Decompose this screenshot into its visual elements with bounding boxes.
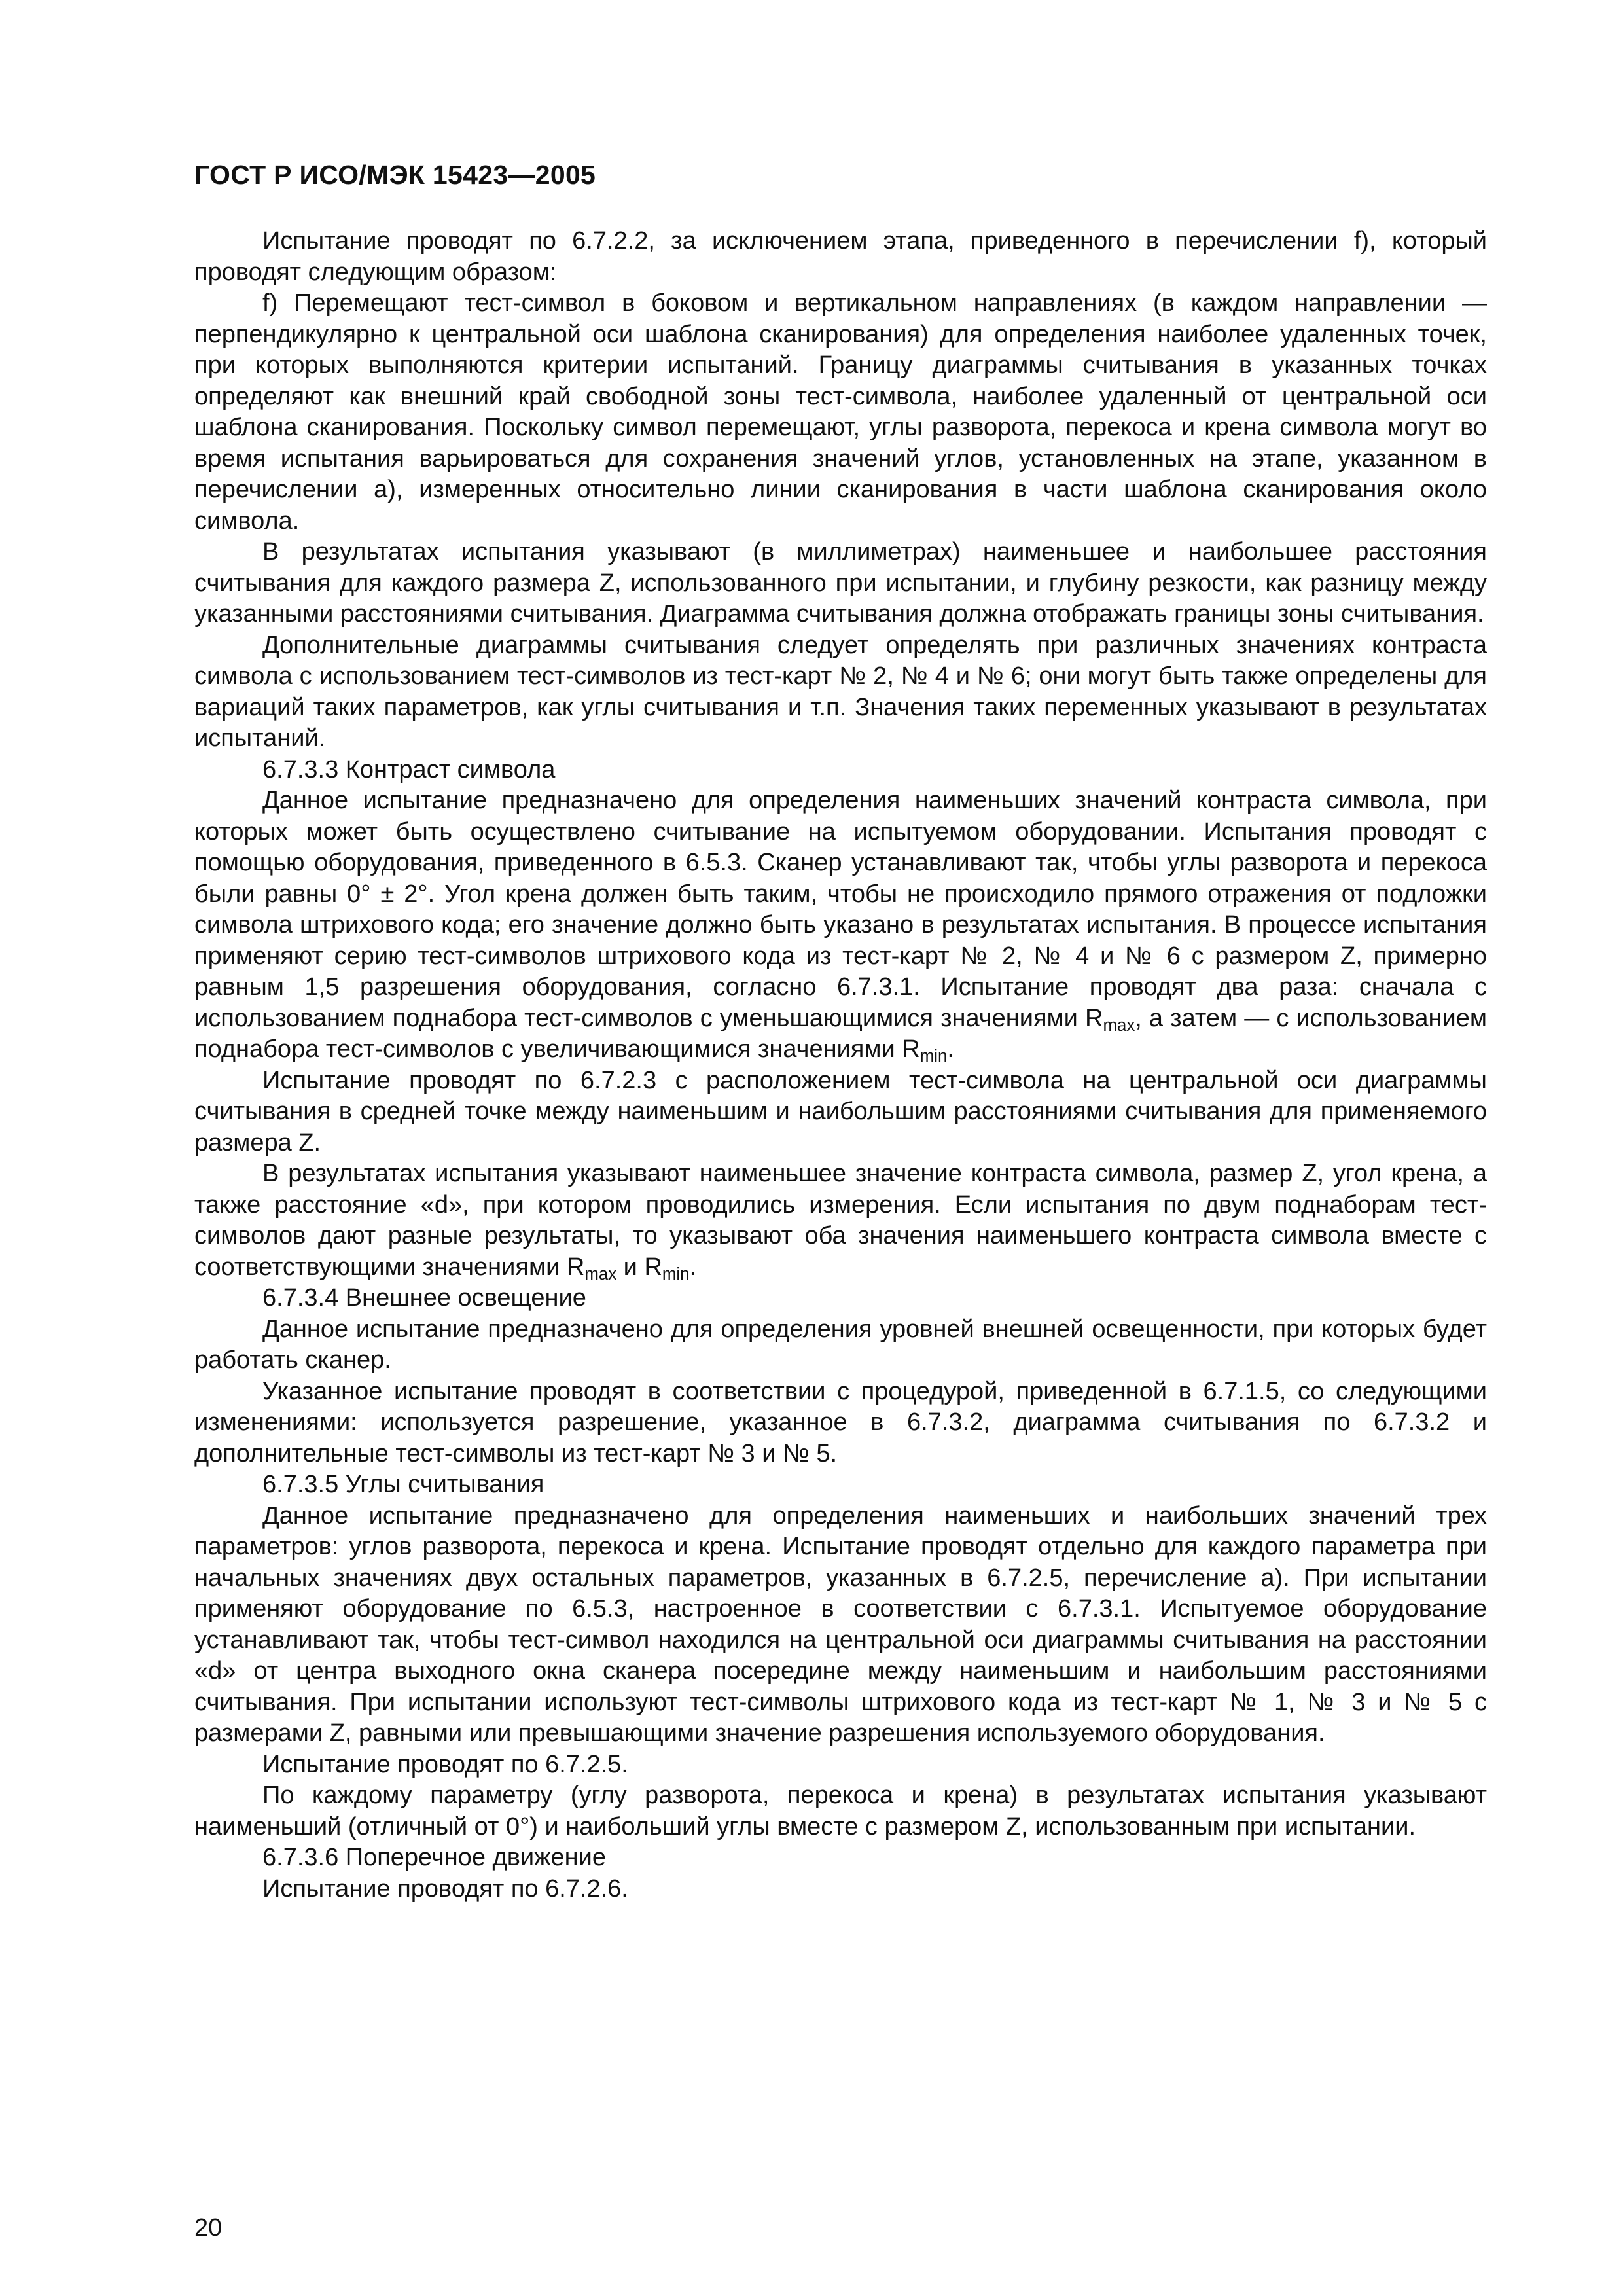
paragraph — [194, 1158, 1487, 1283]
section-heading: 6.7.3.6 Поперечное движение — [262, 1844, 607, 1871]
section-heading: 6.7.3.3 Контраст символа — [262, 755, 556, 783]
paragraph: Данное испытание предназначено для определения уровней внешней освещенности, при которых будет работать сканер. — [194, 1315, 1487, 1374]
paragraph: Испытание проводят по 6.7.2.6. — [262, 1874, 628, 1903]
section-heading: 6.7.3.5 Углы считывания — [262, 1471, 544, 1498]
paragraph-text: Данное испытание предназначено для определения наименьших значений контраста символа, при которых может быть осуществлено считывание на испытуемом оборудовании. Испытания проводят с помощью оборудования, приведенного в 6.5.3. Сканер устанавливают так, чтобы углы разворота и перекоса были равны 0° ± 2°. Угол крена должен быть таким, чтобы не происходило прямого отражения от подложки символа штрихового кода; его значение должно быть указано в результатах испытания. В процессе испытания применяют серию тест-символов штрихового кода из тест-карт № 2, № 4 и № 6 с размером Z, примерно равным 1,5 разрешения оборудования, согласно 6.7.3.1. Испытание проводят два раза: сначала с использованием поднабора тест-символов с уменьшающимися значениями R — [194, 787, 1487, 1032]
paragraph: Указанное испытание проводят в соответствии с процедурой, приведенной в 6.7.1.5, со следующими изменениями: используется разрешение, указанное в 6.7.3.2, диаграмма считывания по 6.7.3.2 и дополнительные тест-символы из тест-карт № 3 и № 5. — [194, 1377, 1487, 1467]
paragraph-text: . — [947, 1035, 954, 1063]
paragraph: Испытание проводят по 6.7.2.2, за исключением этапа, приведенного в перечислении f), который проводят следующим образом: — [194, 227, 1487, 286]
paragraph — [194, 785, 1487, 1066]
page-number: 20 — [194, 2214, 223, 2242]
paragraph-text: . — [689, 1253, 697, 1281]
subscript: min — [662, 1265, 690, 1283]
paragraph: Испытание проводят по 6.7.2.5. — [262, 1750, 628, 1778]
section-heading: 6.7.3.4 Внешнее освещение — [262, 1284, 586, 1312]
document-header: ГОСТ Р ИСО/МЭК 15423—2005 — [194, 160, 596, 190]
paragraph-text: В результатах испытания указывают наименьшее значение контраста символа, размер Z, угол крена, а также расстояние «d», при котором проводились измерения. Если испытания по двум поднаборам тест-символов дают разные результаты, то указывают оба значения наименьшего контраста символа вместе с соответствующими значениями R — [194, 1160, 1487, 1281]
document-body — [194, 226, 1487, 1905]
subscript: min — [919, 1047, 948, 1066]
paragraph: Данное испытание предназначено для определения наименьших и наибольших значений трех параметров: углов разворота, перекоса и крена. Испытание проводят отдельно для каждого параметра при начальных значениях двух остальных параметров, указанных в 6.7.2.5, перечисление а). При испытании применяют оборудование по 6.5.3, настроенное в соответствии с 6.7.3.1. Испытуемое оборудование устанавливают так, чтобы тест-символ находился на центральной оси диаграммы считывания на расстоянии «d» от центра выходного окна сканера посередине между наименьшим и наибольшим расстояниями считывания. При испытании используют тест-символы штрихового кода из тест-карт № 1, № 3 и № 5 с размерами Z, равными или превышающими значение разрешения используемого оборудования. — [194, 1501, 1487, 1747]
paragraph: Испытание проводят по 6.7.2.3 с расположением тест-символа на центральной оси диаграммы считывания в средней точке между наименьшим и наибольшим расстояниями считывания для применяемого размера Z. — [194, 1066, 1487, 1157]
paragraph: f) Перемещают тест-символ в боковом и вертикальном направлениях (в каждом направлении — перпендикулярно к центральной оси шаблона сканирования) для определения наиболее удаленных точек, при которых выполняются критерии испытаний. Границу диаграммы считывания в указанных точках определяют как внешний край свободной зоны тест-символа, наиболее удаленный от центральной оси шаблона сканирования. Поскольку символ перемещают, углы разворота, перекоса и крена символа могут во время испытания варьироваться для сохранения значений углов, установленных на этапе, указанном в перечислении а), измеренных относительно линии сканирования в части шаблона сканирования около символа. — [194, 289, 1487, 535]
subscript: max — [1103, 1016, 1135, 1035]
paragraph: В результатах испытания указывают (в миллиметрах) наименьшее и наибольшее расстояния считывания для каждого размера Z, использованного при испытании, и глубину резкости, как разницу между указанными расстояниями считывания. Диаграмма считывания должна отображать границы зоны считывания. — [194, 538, 1487, 628]
subscript: max — [584, 1265, 617, 1283]
paragraph-text: и R — [616, 1253, 662, 1281]
paragraph: Дополнительные диаграммы считывания следует определять при различных значениях контраста символа с использованием тест-символов из тест-карт № 2, № 4 и № 6; они могут быть также определены для вариаций таких параметров, как углы считывания и т.п. Значения таких переменных указывают в результатах испытаний. — [194, 631, 1487, 752]
paragraph-text: , а затем — с использованием поднабора тест-символов с увеличивающимися значениями R — [194, 1004, 1487, 1063]
paragraph: По каждому параметру (углу разворота, перекоса и крена) в результатах испытания указывают наименьший (отличный от 0°) и наибольший углы вместе с размером Z, использованным при испытании. — [194, 1782, 1487, 1840]
